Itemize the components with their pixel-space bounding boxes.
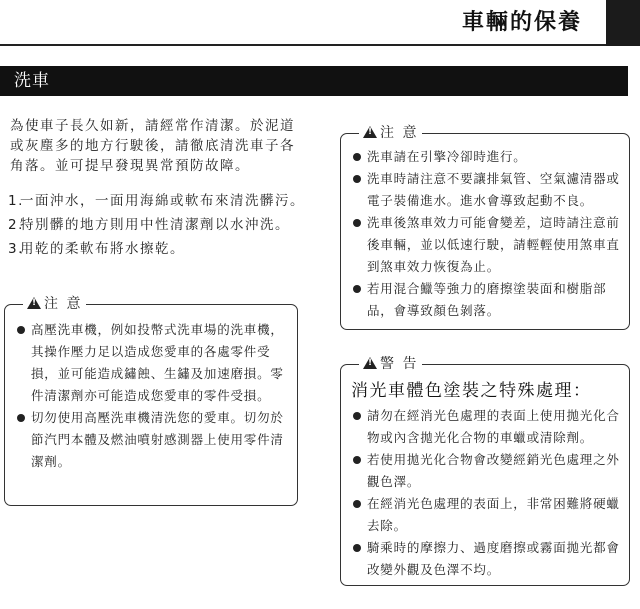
caution-legend-label: 注 意 — [44, 296, 83, 312]
header-rule — [0, 44, 606, 46]
warning-item: 若使用拋光化合物會改變經銷光色處理之外觀色澤。 — [351, 449, 621, 493]
warning-triangle-icon — [363, 126, 377, 138]
caution-list — [15, 319, 287, 473]
warning-item: 在經消光色處理的表面上，非常困難將硬蠟去除。 — [351, 493, 621, 537]
caution-item: 洗車時請注意不要讓排氣管、空氣濾清器或電子裝備進水。進水會導致起動不良。 — [351, 168, 621, 212]
step-text: 一面沖水，一面用海綿或軟布來清洗髒污。 — [20, 193, 305, 209]
step-item — [8, 239, 308, 259]
caution-box-left — [4, 296, 298, 506]
section-title: 洗車 — [14, 71, 50, 91]
caution-legend — [23, 295, 86, 313]
warning-item: 騎乘時的摩擦力、過度磨擦或霧面拋光都會改變外觀及色澤不均。 — [351, 537, 621, 581]
step-number: 1. — [8, 193, 24, 209]
warning-legend — [359, 355, 422, 373]
warning-heading: 消光車體色塗裝之特殊處理： — [351, 381, 592, 401]
step-number: 2. — [8, 217, 24, 233]
header-tab-block — [606, 0, 640, 46]
step-text: 特別髒的地方則用中性清潔劑以水沖洗。 — [20, 217, 290, 233]
caution-item: 高壓洗車機，例如投幣式洗車場的洗車機，其操作壓力足以造成您愛車的各處零件受損，並可能造成鏽蝕、生鏽及加速磨損。零件清潔劑亦可能造成您愛車的零件受損。 — [15, 319, 287, 407]
steps-list — [8, 191, 308, 263]
caution-list — [351, 146, 621, 322]
warning-triangle-icon — [363, 357, 377, 369]
caution-legend-label: 注 意 — [380, 125, 419, 141]
warning-item: 請勿在經消光色處理的表面上使用拋光化合物或內含拋光化合物的車蠟或清除劑。 — [351, 405, 621, 449]
warning-list — [351, 405, 621, 581]
caution-box-right — [340, 125, 630, 330]
page-title: 車輛的保養 — [462, 10, 583, 35]
caution-item: 洗車請在引擎冷卻時進行。 — [351, 146, 621, 168]
intro-paragraph: 為使車子長久如新，請經常作清潔。於泥道或灰塵多的地方行駛後，請徹底清洗車子各角落。並可提早發現異常預防故障。 — [10, 118, 295, 174]
warning-legend-label: 警 告 — [380, 356, 419, 372]
step-item — [8, 215, 308, 235]
step-number: 3. — [8, 241, 24, 257]
step-text: 用乾的柔軟布將水擦乾。 — [20, 241, 185, 257]
section-bar — [0, 66, 628, 96]
caution-item: 若用混合鱲等強力的磨擦塗裝面和樹脂部品，會導致顏色剝落。 — [351, 278, 621, 322]
warning-triangle-icon — [27, 297, 41, 309]
caution-item: 切勿使用高壓洗車機清洗您的愛車。切勿於節汽門本體及燃油噴射感測器上使用零件清潔劑。 — [15, 407, 287, 473]
caution-legend — [359, 124, 422, 142]
warning-box — [340, 356, 630, 586]
caution-item: 洗車後煞車效力可能會變差，這時請注意前後車輛，並以低速行駛，請輕輕使用煞車直到煞車效力恢復為止。 — [351, 212, 621, 278]
step-item — [8, 191, 308, 211]
